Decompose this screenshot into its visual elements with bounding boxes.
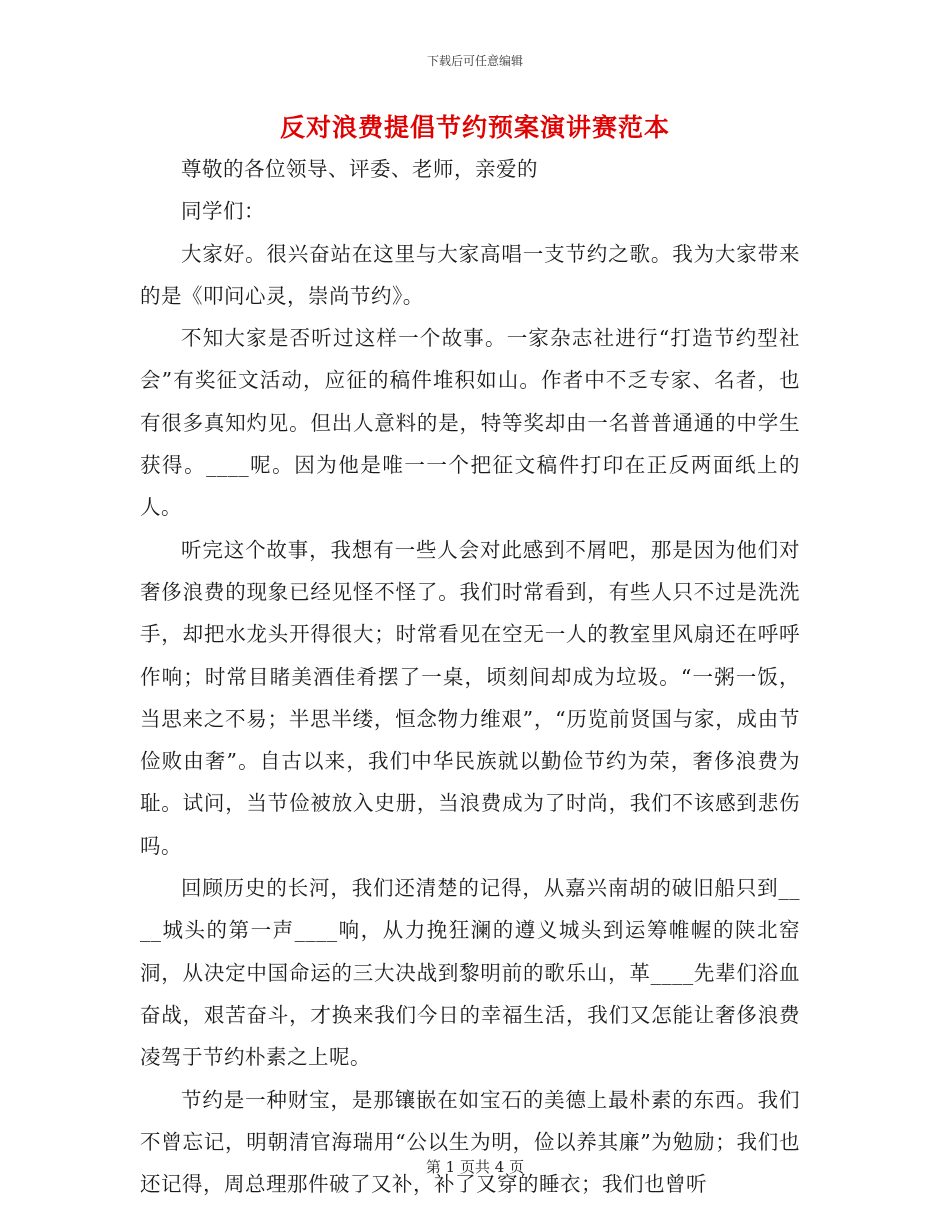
paragraph-treasure: 节约是一种财宝，是那镶嵌在如宝石的美德上最朴素的东西。我们不曾忘记，明朝清官海瑞用“公以生为明，俭以养其廉”为勉励；我们也还记得，周总理那件破了又补，补了又穿的睡衣；我们也曾听 — [140, 1087, 800, 1197]
paragraph-greeting: 大家好。很兴奋站在这里与大家高唱一支节约之歌。我为大家带来的是《叩问心灵，崇尚节约》。 — [140, 241, 800, 308]
paragraph-reflection: 听完这个故事，我想有一些人会对此感到不屑吧，那是因为他们对奢侈浪费的现象已经见怪不怪了。我们时常看到，有些人只不过是洗洗手，却把水龙头开得很大；时常看见在空无一人的教室里风扇还在呼呼作响；时常目睹美酒佳肴摆了一桌，顷刻间却成为垃圾。“一粥一饭，当思来之不易；半思半缕，恒念物力维艰”，“历览前贤国与家，成由节俭败由奢”。自古以来，我们中华民族就以勤俭节约为荣，奢侈浪费为耻。试问，当节俭被放入史册，当浪费成为了时尚，我们不该感到悲伤吗。 — [140, 537, 800, 858]
header-note: 下载后可任意编辑 — [426, 54, 523, 68]
paragraph-salutation: 尊敬的各位领导、评委、老师，亲爱的 — [181, 157, 538, 181]
paragraph-salutation-continued: 同学们： — [181, 199, 265, 224]
paragraph-story: 不知大家是否听过这样一个故事。一家杂志社进行“打造节约型社会”有奖征文活动，应征的稿件堆积如山。作者中不乏专家、名者，也有很多真知灼见。但出人意料的是，特等奖却由一名普普通通的中学生获得。____呢。因为他是唯一一个把征文稿件打印在正反两面纸上的人。 — [140, 326, 800, 520]
page-footer: 第 1 页共 4 页 — [425, 1158, 525, 1176]
document-body — [140, 148, 800, 1205]
paragraph-history: 回顾历史的长河，我们还清楚的记得，从嘉兴南胡的破旧船只到____城头的第一声____响，从力挽狂澜的遵义城头到运筹帷幄的陕北窑洞，从决定中国命运的三大决战到黎明前的歌乐山，革____先辈们浴血奋战，艰苦奋斗，才换来我们今日的幸福生活，我们又怎能让奢侈浪费凌驾于节约朴素之上呢。 — [140, 876, 800, 1070]
document-title: 反对浪费提倡节约预案演讲赛范本 — [279, 113, 670, 142]
